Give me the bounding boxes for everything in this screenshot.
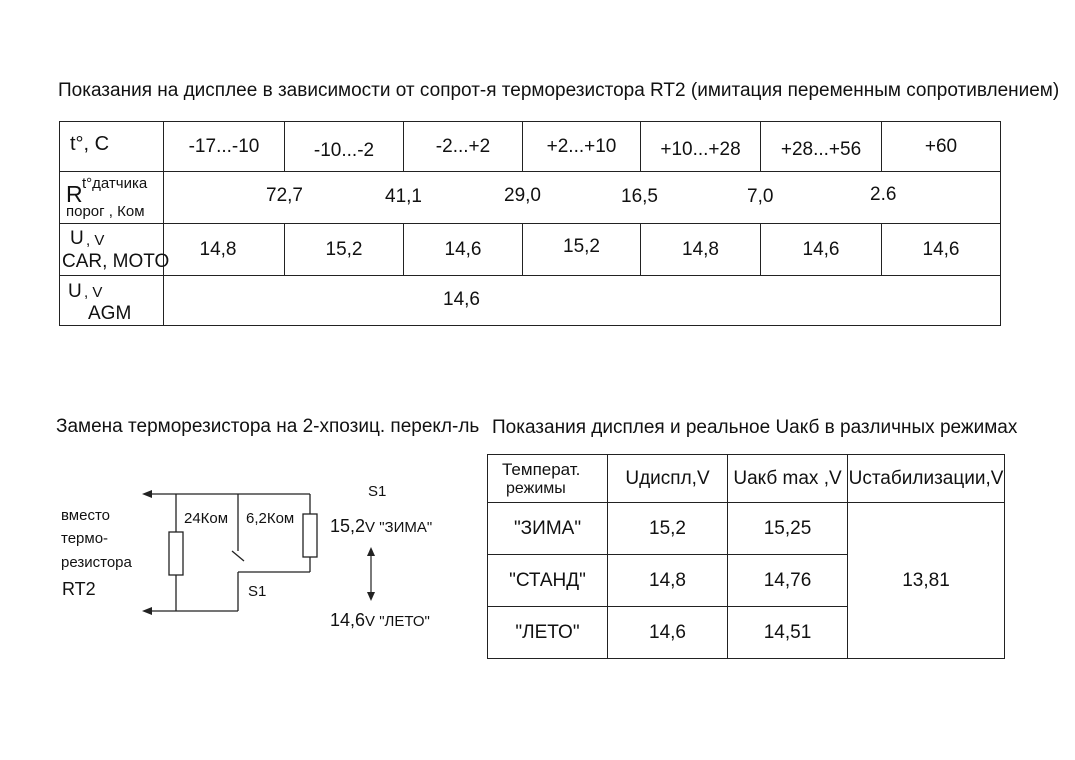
instead-text: термо- xyxy=(61,530,109,547)
arrow-up-icon xyxy=(367,547,375,556)
mode-cell xyxy=(488,607,608,659)
range-label: -2...+2 xyxy=(435,135,491,157)
u-agm-name: AGM xyxy=(88,303,132,324)
instead-text: вместо xyxy=(61,507,110,524)
max-value: 14,51 xyxy=(763,621,812,643)
u-symbol: U xyxy=(68,281,82,302)
stab-header: Uстабилизации,V xyxy=(848,467,1004,489)
mode-name: "ЛЕТО" xyxy=(515,621,580,643)
mode-header-line: режимы xyxy=(506,480,566,497)
resistor-6k2-label: 6,2Ком xyxy=(246,510,295,527)
display-cell xyxy=(608,607,728,659)
u-car-value: 15,2 xyxy=(563,235,600,257)
mode-header-cell xyxy=(488,455,608,503)
u-car-value: 14,6 xyxy=(444,238,482,260)
stab-value: 13,81 xyxy=(902,569,950,591)
resistor-6k2-icon xyxy=(303,514,317,557)
u-car-value: 14,6 xyxy=(802,238,840,260)
u-unit: , V xyxy=(84,284,103,301)
r-threshold-value: 16,5 xyxy=(621,186,658,207)
u-symbol: U xyxy=(70,228,84,249)
max-cell xyxy=(728,555,848,607)
resistor-24k-label: 24Ком xyxy=(184,510,229,527)
r-threshold-value: 72,7 xyxy=(266,185,303,206)
winter-voltage xyxy=(330,516,432,537)
winter-voltage-value: 15,2 xyxy=(330,516,366,536)
mode-header-line: Температ. xyxy=(502,460,581,479)
arrow-left-bottom-icon xyxy=(142,607,152,615)
display-value: 14,8 xyxy=(649,569,686,591)
u-car-value: 14,6 xyxy=(922,238,960,260)
display-header-cell xyxy=(608,455,728,503)
max-header-cell xyxy=(728,455,848,503)
display-value: 14,6 xyxy=(649,621,686,643)
mode-cell xyxy=(488,555,608,607)
max-cell xyxy=(728,503,848,555)
mode-row xyxy=(488,503,1005,555)
arrow-down-icon xyxy=(367,592,375,601)
summer-voltage-value: 14,6 xyxy=(330,610,366,630)
u-car-value: 15,2 xyxy=(325,238,363,260)
switch-title: Замена терморезистора на 2-хпозиц. перекл-ль xyxy=(56,416,480,437)
arrow-left-top-icon xyxy=(142,490,152,498)
winter-voltage-label: V "ЗИМА" xyxy=(365,519,433,536)
range-label: +60 xyxy=(924,135,958,157)
u-unit: , V xyxy=(86,232,105,249)
range-label: -17...-10 xyxy=(188,135,260,157)
modes-title: Показания дисплея и реальное Uакб в различных режимах xyxy=(492,417,1018,438)
mode-name: "ЗИМА" xyxy=(513,517,582,539)
r-subscript: порог , Ком xyxy=(66,203,145,220)
switch-blade-icon xyxy=(232,551,244,561)
display-cell xyxy=(608,555,728,607)
resistor-24k-icon xyxy=(169,532,183,575)
modes-table xyxy=(487,454,1005,659)
max-value: 14,76 xyxy=(763,569,812,591)
r-threshold-value: 41,1 xyxy=(385,186,422,207)
range-label: +10...+28 xyxy=(660,138,741,160)
max-value: 15,25 xyxy=(763,517,812,539)
rt2-label: RT2 xyxy=(62,579,96,599)
range-label: +2...+10 xyxy=(546,135,617,157)
display-value: 15,2 xyxy=(649,517,686,539)
u-car-value: 14,8 xyxy=(682,238,719,260)
mode-name: "СТАНД" xyxy=(509,569,586,591)
summer-voltage-label: V "ЛЕТО" xyxy=(365,613,430,630)
mode-cell xyxy=(488,503,608,555)
range-label: +28...+56 xyxy=(780,138,862,160)
r-threshold-value: 7,0 xyxy=(747,186,774,207)
main-title: Показания на дисплее в зависимости от сопрот-я терморезистора RT2 (имитация переменным сопротивлением) xyxy=(58,80,1060,101)
max-header: Uакб max ,V xyxy=(733,467,842,489)
u-car-value: 14,8 xyxy=(199,238,237,260)
r-threshold-value: 29,0 xyxy=(504,185,541,206)
r-symbol: R xyxy=(66,181,83,207)
instead-text: резистора xyxy=(61,554,132,571)
stab-cell xyxy=(848,503,1005,659)
temp-header: t°, C xyxy=(70,133,110,155)
summer-voltage xyxy=(330,610,430,631)
display-header: Uдиспл,V xyxy=(625,467,710,489)
r-superscript: t°датчика xyxy=(82,175,148,192)
u-car-name: CAR, MOTO xyxy=(62,251,170,272)
modes-header-row xyxy=(488,455,1005,503)
stab-header-cell xyxy=(848,455,1005,503)
r-threshold-value: 2.6 xyxy=(870,184,897,205)
display-cell xyxy=(608,503,728,555)
switch-label: S1 xyxy=(248,583,267,600)
max-cell xyxy=(728,607,848,659)
s1-label: S1 xyxy=(368,483,387,500)
range-label: -10...-2 xyxy=(313,139,375,161)
u-agm-value: 14,6 xyxy=(443,289,480,310)
